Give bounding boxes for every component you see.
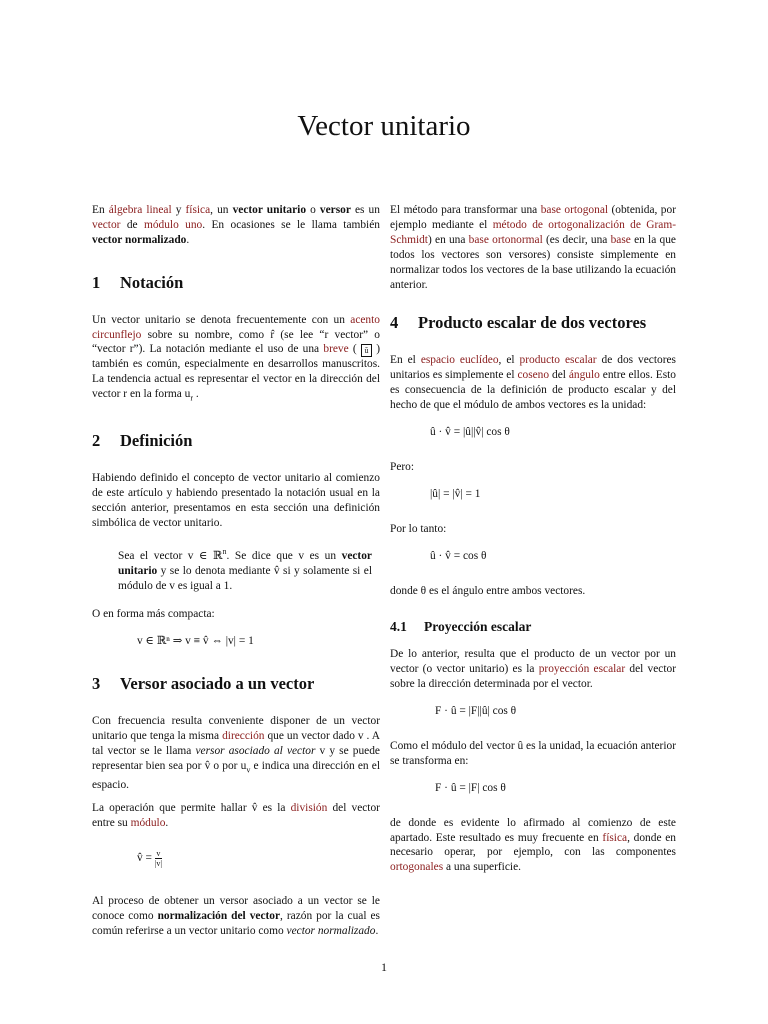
- pero-text: Pero:: [390, 460, 415, 473]
- heading-definicion: 2 Definición: [92, 431, 193, 451]
- link-vector[interactable]: vector: [92, 218, 121, 231]
- right-column: [390, 203, 676, 883]
- link-fisica[interactable]: física: [185, 204, 211, 216]
- link-ortogonales[interactable]: ortogonales: [390, 861, 444, 874]
- gram-schmidt-paragraph: El método para transformar una base ortogonal (obtenida, por ejemplo mediante el método de ortogonalización de Gram-Schmidt) en una base ortonormal (es decir, una base en la que todos los vectores son versores) consiste simplemente en normalizar todos los vectores de la base utilizando la ecuación anterior.: [390, 204, 676, 291]
- equation-compact: v ∈ ℝⁿ ⇒ v ≡ v̂ ⇔ |v| = 1: [137, 635, 254, 648]
- producto-paragraph: En el espacio euclídeo, el producto escalar de dos vectores unitarios es simplemente el coseno del ángulo entre ellos. Esto es consecuencia de la definición de producto escalar y del hecho de que el módulo de ambos vectores es la unidad:: [390, 354, 676, 412]
- definicion-block: Sea el vector v ∈ ℝ$^n$. Se dice que v es un vector unitario y se lo denota mediante v̂ si y solamente si el módulo de v es igual a 1.: [118, 546, 372, 592]
- heading-versor: 3 Versor asociado a un vector: [92, 674, 315, 694]
- link-fisica-2[interactable]: física: [602, 831, 628, 844]
- left-column: [92, 203, 380, 947]
- link-modulo[interactable]: módulo: [130, 816, 166, 829]
- link-base[interactable]: base: [610, 233, 631, 246]
- intro-paragraph: En álgebra lineal y física, un vector unitario o versor es un vector de módulo uno. En ocasiones se le llama también vector normalizado.: [92, 204, 380, 246]
- versor-paragraph-3: Al proceso de obtener un versor asociado a un vector se le conoce como normalización del vector, razón por la cual es común referirse a un vector unitario como vector normalizado.: [92, 894, 380, 937]
- link-base-ortonormal[interactable]: base ortonormal: [468, 233, 543, 246]
- link-espacio-euclideo[interactable]: espacio euclídeo: [420, 354, 499, 367]
- compacta-text: O en forma más compacta:: [92, 608, 215, 621]
- link-angulo[interactable]: ángulo: [568, 369, 600, 382]
- link-gram-schmidt[interactable]: método de ortogonalización de Gram-Schmidt: [390, 218, 676, 246]
- equation-dot-3: û · v̂ = cos θ: [430, 549, 487, 562]
- link-acento-circunflejo[interactable]: acento circunflejo: [92, 313, 380, 341]
- donde-text: donde θ es el ángulo entre ambos vectores.: [390, 584, 586, 597]
- equation-proj-2: F · û = |F| cos θ: [435, 781, 506, 794]
- proyeccion-paragraph: De lo anterior, resulta que el producto de un vector por un vector (o vector unitario) es la proyección escalar del vector sobre la dirección determinada por el vector.: [390, 648, 676, 691]
- equation-versor: v̂ = $\frac{v}{|v|}$: [137, 848, 163, 868]
- versor-paragraph-1: Con frecuencia resulta conveniente disponer de un vector unitario que tenga la misma dirección que un vector dado v . A tal vector se le llama versor asociado al vector v y se puede representar bien sea por v̂ o por $u_v$ e indica una dirección en el espacio.: [92, 715, 381, 792]
- link-algebra-lineal[interactable]: álgebra lineal: [108, 204, 172, 216]
- equation-proj-1: F · û = |F||û| cos θ: [435, 705, 517, 718]
- link-producto-escalar[interactable]: producto escalar: [519, 354, 597, 367]
- breve-glyph-icon: ŭ: [361, 344, 372, 357]
- page-title: Vector unitario: [297, 110, 471, 142]
- heading-notacion: 1 Notación: [92, 272, 184, 292]
- por-lo-tanto-text: Por lo tanto:: [390, 522, 447, 535]
- link-division[interactable]: división: [290, 802, 328, 815]
- link-base-ortogonal[interactable]: base ortogonal: [540, 204, 609, 216]
- heading-producto-escalar: 4 Producto escalar de dos vectores: [390, 313, 647, 333]
- link-breve[interactable]: breve: [323, 343, 349, 356]
- link-modulo-uno[interactable]: módulo uno: [143, 218, 203, 231]
- conclusion-paragraph: de donde es evidente lo afirmado al comienzo de este apartado. Este resultado es muy frecuente en física, donde en necesario operar, por ejemplo, con las componentes ortogonales a una superficie.: [390, 816, 676, 874]
- equation-dot-2: |û| = |v̂| = 1: [430, 487, 481, 500]
- page-number: 1: [381, 960, 387, 974]
- versor-paragraph-2: La operación que permite hallar v̂ es la división del vector entre su módulo.: [92, 802, 380, 829]
- heading-proyeccion-escalar: 4.1 Proyección escalar: [390, 619, 532, 635]
- modulo-unidad-text: Como el módulo del vector û es la unidad, la ecuación anterior se transforma en:: [390, 739, 676, 767]
- definicion-paragraph: Habiendo definido el concepto de vector unitario al comienzo de este artículo y habiendo presentado la notación usual en la sección anterior, presentamos en esta sección una definición simbólica de vector unitario.: [92, 472, 380, 530]
- link-direccion[interactable]: dirección: [222, 730, 265, 743]
- link-proyeccion-escalar[interactable]: proyección escalar: [538, 663, 626, 676]
- equation-dot-1: û · v̂ = |û||v̂| cos θ: [430, 425, 510, 438]
- notacion-paragraph: Un vector unitario se denota frecuentemente con un acento circunflejo sobre su nombre, como r̂ (se lee “r vector” o “vector r”). La notación mediante el uso de una breve ( ŭ ) también es común, especialmente en desarrollos manuscritos. La tendencia actual es representar el vector en la dirección del vector r en la forma $u_r$ .: [92, 313, 380, 403]
- link-coseno[interactable]: coseno: [517, 369, 550, 382]
